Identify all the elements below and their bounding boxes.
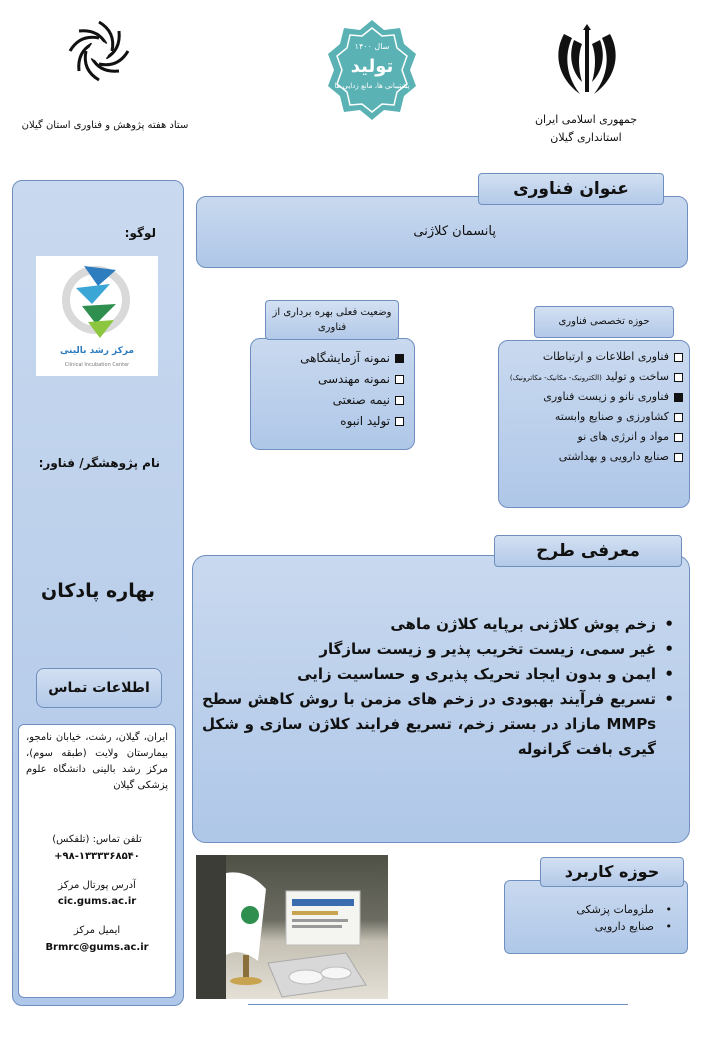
field-item[interactable]: [503, 387, 683, 407]
research-week-caption: ستاد هفته پژوهش و فناوری استان گیلان: [21, 120, 189, 131]
clinical-center-logo-text-en: Clinical Incubation Center: [64, 362, 130, 368]
title-tag-label: عنوان فناوری: [513, 179, 629, 199]
field-item-label: فناوری نانو و زیست فناوری: [543, 390, 669, 403]
checkbox-icon: [395, 417, 404, 426]
field-item[interactable]: [503, 447, 683, 467]
logo-label: لوگو:: [124, 226, 156, 240]
year-slogan-sub: پشتیبانی ها، مانع زدایی ها: [334, 82, 410, 90]
gov-caption-2: استانداری گیلان: [550, 131, 622, 144]
portal-label: آدرس پورتال مرکز: [58, 880, 136, 891]
field-item-label: کشاورزی و صنایع وابسته: [554, 410, 669, 423]
researcher-label: نام پژوهشگر/ فناور:: [38, 456, 160, 470]
intro-tag: [494, 535, 682, 567]
field-item-label: مواد و انرژی های نو: [577, 430, 669, 443]
field-tag-label: حوزه تخصصی فناوری: [558, 316, 650, 327]
phone-value: +۹۸-۱۳۳۳۳۶۸۵۴۰: [54, 851, 140, 862]
status-item[interactable]: [262, 348, 404, 369]
field-item-label: ساخت و تولید: [605, 370, 669, 383]
application-bullet: • صنایع دارویی: [514, 918, 654, 935]
researcher-name: بهاره پادکان: [41, 580, 155, 602]
checkbox-icon: [395, 375, 404, 384]
field-list: [503, 347, 683, 467]
application-tag: [540, 857, 684, 887]
clinical-center-logo: [36, 256, 158, 376]
year-slogan-year: سال ۱۴۰۰: [354, 42, 390, 51]
checkbox-icon: [395, 354, 404, 363]
status-tag-label: وضعیت فعلی بهره برداری از فناوری: [272, 307, 392, 333]
intro-bullet: • ایمن و بدون ایجاد تحریک پذیری و حساسیت زایی: [202, 662, 656, 687]
field-item[interactable]: [503, 427, 683, 447]
intro-bullet: • غیر سمی، زیست تخریب پذیر و زیست سازگار: [202, 637, 656, 662]
status-item[interactable]: [262, 390, 404, 411]
gov-caption-1: جمهوری اسلامی ایران: [534, 113, 638, 126]
checkbox-icon: [674, 453, 683, 462]
year-slogan-logo: [326, 18, 418, 122]
email-link[interactable]: Brmrc@gums.ac.ir: [45, 942, 149, 953]
contact-address: ایران، گیلان، رشت، خیابان نامجو، بیمارستان ولایت (طبقه سوم)، مرکز رشد بالینی دانشگاه علوم پزشکی گیلان: [26, 732, 168, 791]
portal-link[interactable]: cic.gums.ac.ir: [57, 896, 137, 907]
title-tag: [478, 173, 664, 205]
iran-emblem: [556, 24, 618, 100]
field-tag: [534, 306, 674, 338]
intro-bullet: • زخم پوش کلاژنی برپایه کلاژن ماهی: [202, 612, 656, 637]
field-item[interactable]: [503, 407, 683, 427]
application-body: [514, 901, 676, 935]
technology-title: پانسمان کلاژنی: [413, 224, 496, 239]
email-label: ایمیل مرکز: [73, 925, 121, 936]
status-item[interactable]: [262, 411, 404, 432]
footer-divider: [248, 1004, 628, 1005]
year-slogan-word: تولید: [350, 56, 394, 77]
intro-body: [202, 612, 678, 762]
intro-tag-label: معرفی طرح: [536, 541, 640, 561]
checkbox-icon: [674, 433, 683, 442]
status-item-label: نمونه آزمایشگاهی: [300, 351, 390, 365]
clinical-center-logo-text: مرکز رشد بالینی: [59, 346, 135, 356]
intro-bullet: • تسریع فرآیند بهبودی در زخم های مزمن با روش کاهش سطح MMPs مازاد در بستر زخم، تسریع فرایند کلاژن سازی و شکل گیری بافت گرانوله: [202, 687, 656, 762]
contact-title: اطلاعات تماس: [48, 680, 150, 696]
checkbox-icon: [674, 413, 683, 422]
application-bullet: • ملزومات پزشکی: [514, 901, 654, 918]
status-item-label: تولید انبوه: [340, 414, 390, 428]
field-item-label: صنایع دارویی و بهداشتی: [558, 450, 669, 463]
field-item-label: فناوری اطلاعات و ارتباطات: [542, 350, 669, 363]
application-tag-label: حوزه کاربرد: [564, 862, 660, 881]
phone-label: تلفن تماس: (تلفکس): [52, 834, 142, 845]
checkbox-icon: [674, 373, 683, 382]
field-item-note: (الکترونیک- مکانیک- مکاترونیک): [509, 374, 602, 382]
field-item[interactable]: [503, 367, 683, 387]
checkbox-icon: [674, 393, 683, 402]
checkbox-icon: [395, 396, 404, 405]
status-item[interactable]: [262, 369, 404, 390]
contact-title-box: [36, 668, 162, 708]
checkbox-icon: [674, 353, 683, 362]
product-photo: [196, 855, 388, 999]
status-tag: [265, 300, 399, 340]
status-item-label: نیمه صنعتی: [332, 393, 390, 407]
field-item[interactable]: [503, 347, 683, 367]
status-item-label: نمونه مهندسی: [318, 372, 390, 386]
status-list: [262, 348, 404, 432]
research-week-logo: [66, 18, 132, 84]
